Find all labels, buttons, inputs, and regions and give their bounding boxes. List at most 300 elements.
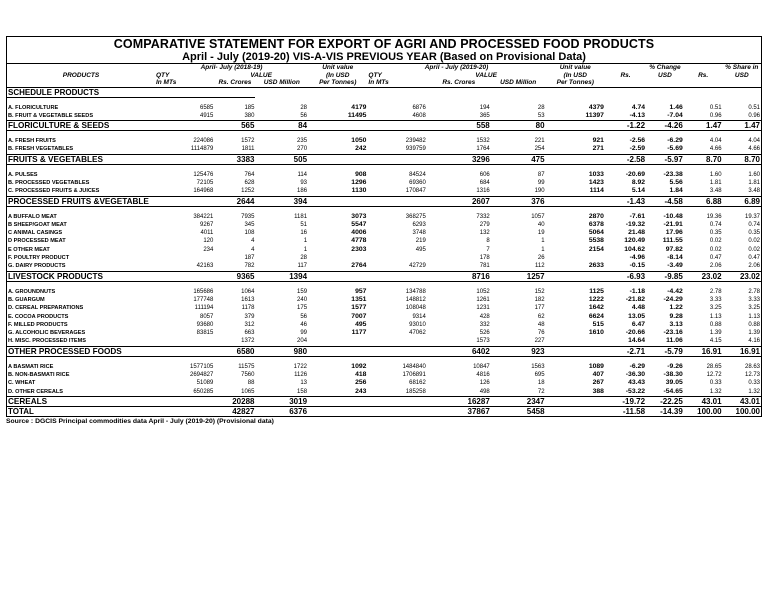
total-unit-value-curr [546,154,605,164]
header-in-usd-curr: (In USD [563,71,588,79]
value-rs-prev: 1811 [241,146,255,153]
qty-prev: 93680 [196,321,214,328]
total-value-rs-prev: 20288 [214,396,255,406]
change-rs: 14.64 [628,337,646,345]
total-share-usd: 8.70 [723,154,762,164]
product-name: A. PULSES [8,171,38,178]
value-rs-curr: 1532 [476,138,490,145]
table-row [7,313,762,321]
qty-prev: 51089 [196,380,214,387]
header-blank [723,79,762,87]
header-usd-share: USD [734,71,749,79]
change-usd: -9.26 [667,362,683,370]
qty-curr: 84524 [409,171,426,178]
schedule-products-label: SCHEDULE PRODUCTS [7,87,256,97]
change-usd: -38.30 [663,371,683,379]
unit-value-curr: 1222 [588,295,604,303]
qty-curr: 6876 [412,104,426,111]
header-usd-million-prev: USD Million [255,79,308,87]
change-usd: -24.29 [663,295,683,303]
value-usd-curr: 76 [537,330,545,337]
qty-curr: 1484840 [402,363,426,370]
total-share-rs: 16.91 [684,346,723,356]
total-qty-prev [155,346,214,356]
value-usd-curr: 227 [534,338,545,345]
grand-total-value-usd-prev: 6376 [255,406,308,416]
value-rs-prev: 380 [244,112,255,119]
change-rs: 8.92 [631,178,646,186]
value-usd-prev: 175 [297,305,308,312]
total-unit-value-prev [308,346,367,356]
share-rs: 2.78 [709,288,722,295]
total-value-rs-prev: 2644 [214,196,255,206]
total-value-usd-prev: 980 [255,346,308,356]
qty-prev: 234 [203,246,214,253]
value-usd-curr: 99 [537,179,545,186]
value-rs-prev: 1613 [241,296,255,303]
change-usd: 1.84 [669,187,683,195]
total-unit-value-curr [546,346,605,356]
value-usd-curr: 87 [537,171,545,178]
qty-curr: 3748 [412,230,426,237]
header-period-prev: April- July (2018-19) [155,64,308,72]
total-value-rs-curr: 3296 [427,154,491,164]
value-usd-prev: 204 [297,338,308,345]
header-rs-crores-prev: Rs. Crores [214,79,255,87]
unit-value-curr: 1114 [589,187,604,195]
share-rs: 1.39 [709,330,722,337]
total-unit-value-curr [546,121,605,131]
table-row [7,246,762,254]
table-row [7,213,762,221]
value-rs-prev: 4 [251,246,255,253]
grand-total-qty-prev [155,406,214,416]
total-change-usd: -9.85 [646,271,684,281]
share-usd: 0.88 [748,321,760,328]
value-rs-curr: 684 [479,179,490,186]
change-rs: -6.29 [629,362,646,370]
value-rs-prev: 312 [244,321,255,328]
share-usd: 0.51 [748,104,760,111]
product-name: A BASMATI RICE [8,363,54,370]
qty-curr: 69360 [409,179,426,186]
unit-value-prev: 11495 [347,111,367,119]
value-rs-curr: 279 [479,221,490,228]
value-rs-curr: 7332 [476,213,490,220]
unit-value-prev: 495 [355,320,367,328]
qty-prev: 224086 [193,138,214,145]
unit-value-prev: 957 [355,287,367,295]
qty-prev: 4011 [200,230,214,237]
value-usd-prev: 270 [297,146,308,153]
total-unit-value-curr [546,196,605,206]
value-rs-curr: 194 [479,104,490,111]
product-name: B. FRESH VEGETABLES [8,146,74,153]
grand-total-qty-curr [367,406,426,416]
change-rs: 6.47 [631,320,646,328]
share-usd: 0.96 [748,112,760,119]
change-usd: -4.42 [667,287,683,295]
value-rs-prev: 187 [244,255,255,262]
qty-prev: 9267 [200,221,214,228]
value-usd-prev: 235 [297,138,308,145]
header-value-curr: VALUE [475,71,497,79]
unit-value-curr: 5538 [588,237,604,245]
qty-curr [367,254,426,262]
total-product-name: FLORICULTURE & SEEDS [7,121,155,131]
qty-curr: 47062 [409,330,426,337]
value-rs-curr: 1316 [476,188,490,195]
product-name: H. MISC. PROCESSED ITEMS [8,338,87,345]
share-usd: 0.02 [748,246,760,253]
header-blank [605,79,646,87]
unit-value-curr: 1423 [588,178,604,186]
grand-total-share-rs: 100.00 [684,406,723,416]
change-rs: -36.30 [625,371,646,379]
table-row [7,112,762,121]
qty-curr: 495 [415,246,426,253]
unit-value-curr: 11397 [585,111,604,119]
change-usd: -3.49 [667,262,683,270]
total-value-usd-prev: 505 [255,154,308,164]
change-usd: 111.55 [662,237,683,245]
table-row [7,221,762,229]
total-unit-value-prev [308,121,367,131]
change-usd: -8.14 [667,254,683,262]
header-rs-share: Rs. [698,71,709,79]
total-value-rs-curr: 8716 [427,271,491,281]
change-rs: -7.61 [629,212,646,220]
change-rs: -21.82 [625,295,646,303]
header-row-1 [7,64,762,72]
value-usd-curr: 695 [534,372,545,379]
unit-value-curr: 1033 [588,170,604,178]
share-rs: 3.48 [709,188,722,195]
value-usd-prev: 16 [300,230,308,237]
change-usd: 17.96 [665,229,683,237]
product-name: E OTHER MEAT [8,246,50,253]
table-row [7,171,762,179]
unit-value-prev: 1577 [351,304,367,312]
product-name: A. FRESH FRUITS [8,138,56,145]
qty-curr: 42729 [409,263,426,270]
table-row [7,179,762,187]
value-rs-prev: 185 [244,104,255,111]
total-unit-value-curr [546,396,605,406]
unit-value-curr: 1125 [589,287,604,295]
qty-curr: 4608 [412,112,426,119]
value-rs-prev: 1252 [241,188,255,195]
value-usd-prev: 159 [297,288,308,295]
header-rs-crores-curr: Rs. Crores [427,79,491,87]
unit-value-curr: 515 [592,320,604,328]
share-rs: 0.02 [709,246,722,253]
unit-value-curr: 1642 [588,304,604,312]
header-period-curr: April - July (2019-20) [367,64,545,72]
total-value-rs-prev: 565 [214,121,255,131]
qty-prev: 6585 [200,104,214,111]
unit-value-prev: 2764 [351,262,367,270]
total-unit-value-prev [308,396,367,406]
value-rs-curr: 4816 [476,372,490,379]
total-qty-curr [367,271,426,281]
total-unit-value-prev [308,196,367,206]
value-usd-prev: 1 [303,246,308,253]
value-rs-prev: 345 [244,221,255,228]
value-usd-curr: 1 [541,246,545,253]
value-usd-curr: 177 [534,305,545,312]
value-rs-prev: 7935 [241,213,255,220]
change-usd: 5.56 [669,178,683,186]
product-name: C. WHEAT [8,380,36,387]
value-usd-curr: 152 [534,288,545,295]
share-rs: 19.36 [706,213,722,220]
header-in-usd-prev: (In USD [325,71,350,79]
value-usd-curr: 26 [537,255,545,262]
value-usd-prev: 56 [300,313,308,320]
schedule-products-row [7,87,762,97]
share-rs: 0.96 [709,112,722,119]
qty-prev: 125476 [193,171,214,178]
grand-total-row [7,406,762,416]
value-rs-curr: 428 [479,313,490,320]
table-body [7,87,762,416]
table-row [7,229,762,237]
change-usd: -23.16 [663,329,683,337]
unit-value-curr: 6624 [588,312,604,320]
unit-value-prev: 1130 [351,187,367,195]
unit-value-prev: 2303 [351,245,367,253]
share-usd: 0.47 [748,255,760,262]
total-value-usd-prev: 84 [255,121,308,131]
total-qty-prev [155,196,214,206]
value-rs-curr: 332 [479,321,490,328]
value-usd-curr: 1057 [531,213,545,220]
total-unit-value-prev [308,271,367,281]
value-usd-prev: 1181 [294,213,308,220]
share-rs: 0.35 [709,230,722,237]
qty-prev: 165686 [193,288,214,295]
page-title: COMPARATIVE STATEMENT FOR EXPORT OF AGRI AND PROCESSED FOOD PRODUCTS [113,37,655,51]
product-name: C. PROCESSED FRUITS & JUICES [8,188,100,195]
change-rs: -20.66 [625,329,646,337]
grand-total-value-rs-curr: 37867 [427,406,491,416]
header-usd-change: USD [658,71,672,79]
unit-value-curr [546,337,605,346]
total-value-usd-prev: 1394 [255,271,308,281]
value-rs-curr: 1764 [476,146,490,153]
share-rs: 0.02 [709,238,722,245]
change-rs: -53.22 [625,387,646,395]
value-rs-prev: 782 [244,263,255,270]
change-usd: 11.06 [666,337,683,345]
unit-value-prev: 1092 [351,362,367,370]
value-usd-prev: 114 [297,171,308,178]
qty-curr: 9314 [412,313,426,320]
value-rs-prev: 1064 [241,288,255,295]
product-name: F. POULTRY PRODUCT [8,255,70,262]
unit-value-curr: 4379 [588,103,604,111]
change-usd: 1.22 [669,304,683,312]
header-row-2 [7,72,762,80]
qty-prev: 4915 [200,112,214,119]
total-share-usd: 43.01 [723,396,762,406]
share-usd: 1.39 [748,330,760,337]
change-usd: -5.69 [667,145,683,153]
total-value-rs-curr: 16287 [427,396,491,406]
share-rs: 3.25 [709,305,722,312]
qty-prev: 1577105 [190,363,214,370]
unit-value-curr: 267 [592,379,604,387]
grand-total-unit-value-prev [308,406,367,416]
unit-value-curr: 921 [592,137,604,145]
header-value-prev: VALUE [250,71,272,79]
table-row [7,337,762,346]
total-value-rs-curr: 558 [427,121,491,131]
total-product-name: FRUITS & VEGETABLES [7,154,155,164]
product-name: G. DAIRY PRODUCTS [8,263,66,270]
change-rs: -1.18 [629,287,646,295]
header-pct-change: % Change [646,64,684,72]
grand-total-unit-value-curr [546,406,605,416]
qty-prev: 83815 [196,330,214,337]
share-usd: 0.35 [748,230,760,237]
qty-prev: 8057 [200,313,214,320]
qty-curr: 68162 [409,380,426,387]
value-rs-curr: 178 [479,255,490,262]
total-value-usd-curr: 923 [491,346,546,356]
value-usd-curr: 221 [534,138,545,145]
table-row [7,379,762,387]
value-rs-curr: 132 [479,230,490,237]
share-usd: 1.60 [748,171,760,178]
unit-value-prev: 418 [355,371,367,379]
value-usd-prev: 1126 [294,372,308,379]
value-usd-curr: 72 [537,388,545,395]
share-usd: 1.81 [748,179,760,186]
change-rs: 43.43 [628,379,646,387]
share-rs: 12.72 [706,372,722,379]
unit-value-prev: 243 [355,387,367,395]
qty-curr: 148812 [405,296,426,303]
product-name: B. NON-BASMATI RICE [8,372,70,379]
group-total-row [7,196,762,206]
share-usd: 3.25 [748,305,760,312]
total-product-name: LIVESTOCK PRODUCTS [7,271,155,281]
share-rs: 4.04 [709,138,722,145]
total-qty-curr [367,154,426,164]
value-usd-curr: 1563 [531,363,545,370]
total-qty-curr [367,396,426,406]
table-row [7,329,762,337]
value-rs-curr: 1261 [476,296,490,303]
grand-total-share-usd: 100.00 [723,406,762,416]
product-name: B. PROCESSED VEGETABLES [8,179,90,186]
product-name: A. FLORICULTURE [8,104,59,111]
unit-value-prev: 1050 [351,137,367,145]
table-row [7,137,762,145]
share-usd: 2.78 [748,288,760,295]
grand-total-change-usd: -14.39 [646,406,684,416]
unit-value-prev: 1177 [351,329,367,337]
total-value-usd-prev: 394 [255,196,308,206]
product-name: A BUFFALO MEAT [8,213,57,220]
group-total-row [7,121,762,131]
share-rs: 0.51 [709,104,722,111]
value-rs-prev: 1178 [241,305,255,312]
header-blank [684,64,723,72]
header-products: PRODUCTS [62,71,100,79]
grand-total-value-usd-curr: 5458 [491,406,546,416]
share-rs: 0.88 [709,321,722,328]
header-blank [605,64,646,72]
value-rs-prev: 7560 [241,372,255,379]
value-rs-curr: 126 [479,380,490,387]
value-rs-prev: 4 [251,238,255,245]
qty-curr: 939759 [405,146,426,153]
share-rs: 0.47 [709,255,722,262]
unit-value-curr: 2870 [588,212,604,220]
unit-value-curr: 407 [592,371,604,379]
share-usd: 19.37 [744,213,760,220]
total-value-rs-prev: 3383 [214,154,255,164]
change-usd: -7.04 [667,111,683,119]
qty-curr: 108048 [405,305,426,312]
table-row [7,363,762,371]
total-product-name: OTHER PROCESSED FOODS [7,346,155,356]
qty-prev: 111194 [194,305,214,312]
table-row [7,262,762,271]
qty-prev: 72105 [196,179,214,186]
header-qty-prev: QTY [155,71,170,79]
value-usd-curr: 40 [537,221,545,228]
qty-prev: 384221 [193,213,214,220]
share-usd: 28.63 [744,363,760,370]
value-usd-prev: 158 [297,388,308,395]
total-product-name: CEREALS [7,396,155,406]
table-row [7,388,762,397]
total-value-usd-prev: 3019 [255,396,308,406]
unit-value-prev: 4006 [351,229,367,237]
source-note: Source : DGCIS Principal commodities data April - July (2019-20) (Provisional data) [6,417,274,425]
value-rs-prev: 88 [247,380,255,387]
header-unit-value-prev: Unit value [308,64,367,72]
header-rs-change: Rs. [620,71,631,79]
header-row-3 [7,79,762,87]
share-usd: 4.66 [748,146,760,153]
value-usd-prev: 51 [300,221,308,228]
qty-curr: 185258 [405,388,426,395]
product-name: B. FRUIT & VEGETABLE SEEDS [8,112,94,119]
total-qty-prev [155,154,214,164]
total-value-usd-curr: 1257 [491,271,546,281]
total-change-rs: -2.71 [605,346,646,356]
qty-prev [155,254,214,262]
total-qty-prev [155,121,214,131]
total-share-rs: 1.47 [684,121,723,131]
unit-value-prev: 5547 [351,220,367,228]
unit-value-prev [308,337,367,346]
total-change-rs: -1.43 [605,196,646,206]
product-name: G. ALCOHOLIC BEVERAGES [8,330,86,337]
total-value-usd-curr: 2347 [491,396,546,406]
share-usd: 1.32 [748,388,760,395]
value-rs-curr: 10847 [473,363,490,370]
change-rs: -2.59 [629,145,646,153]
header-in-mts-prev: In MTs [155,79,214,87]
unit-value-prev [308,254,367,262]
total-share-rs: 43.01 [684,396,723,406]
